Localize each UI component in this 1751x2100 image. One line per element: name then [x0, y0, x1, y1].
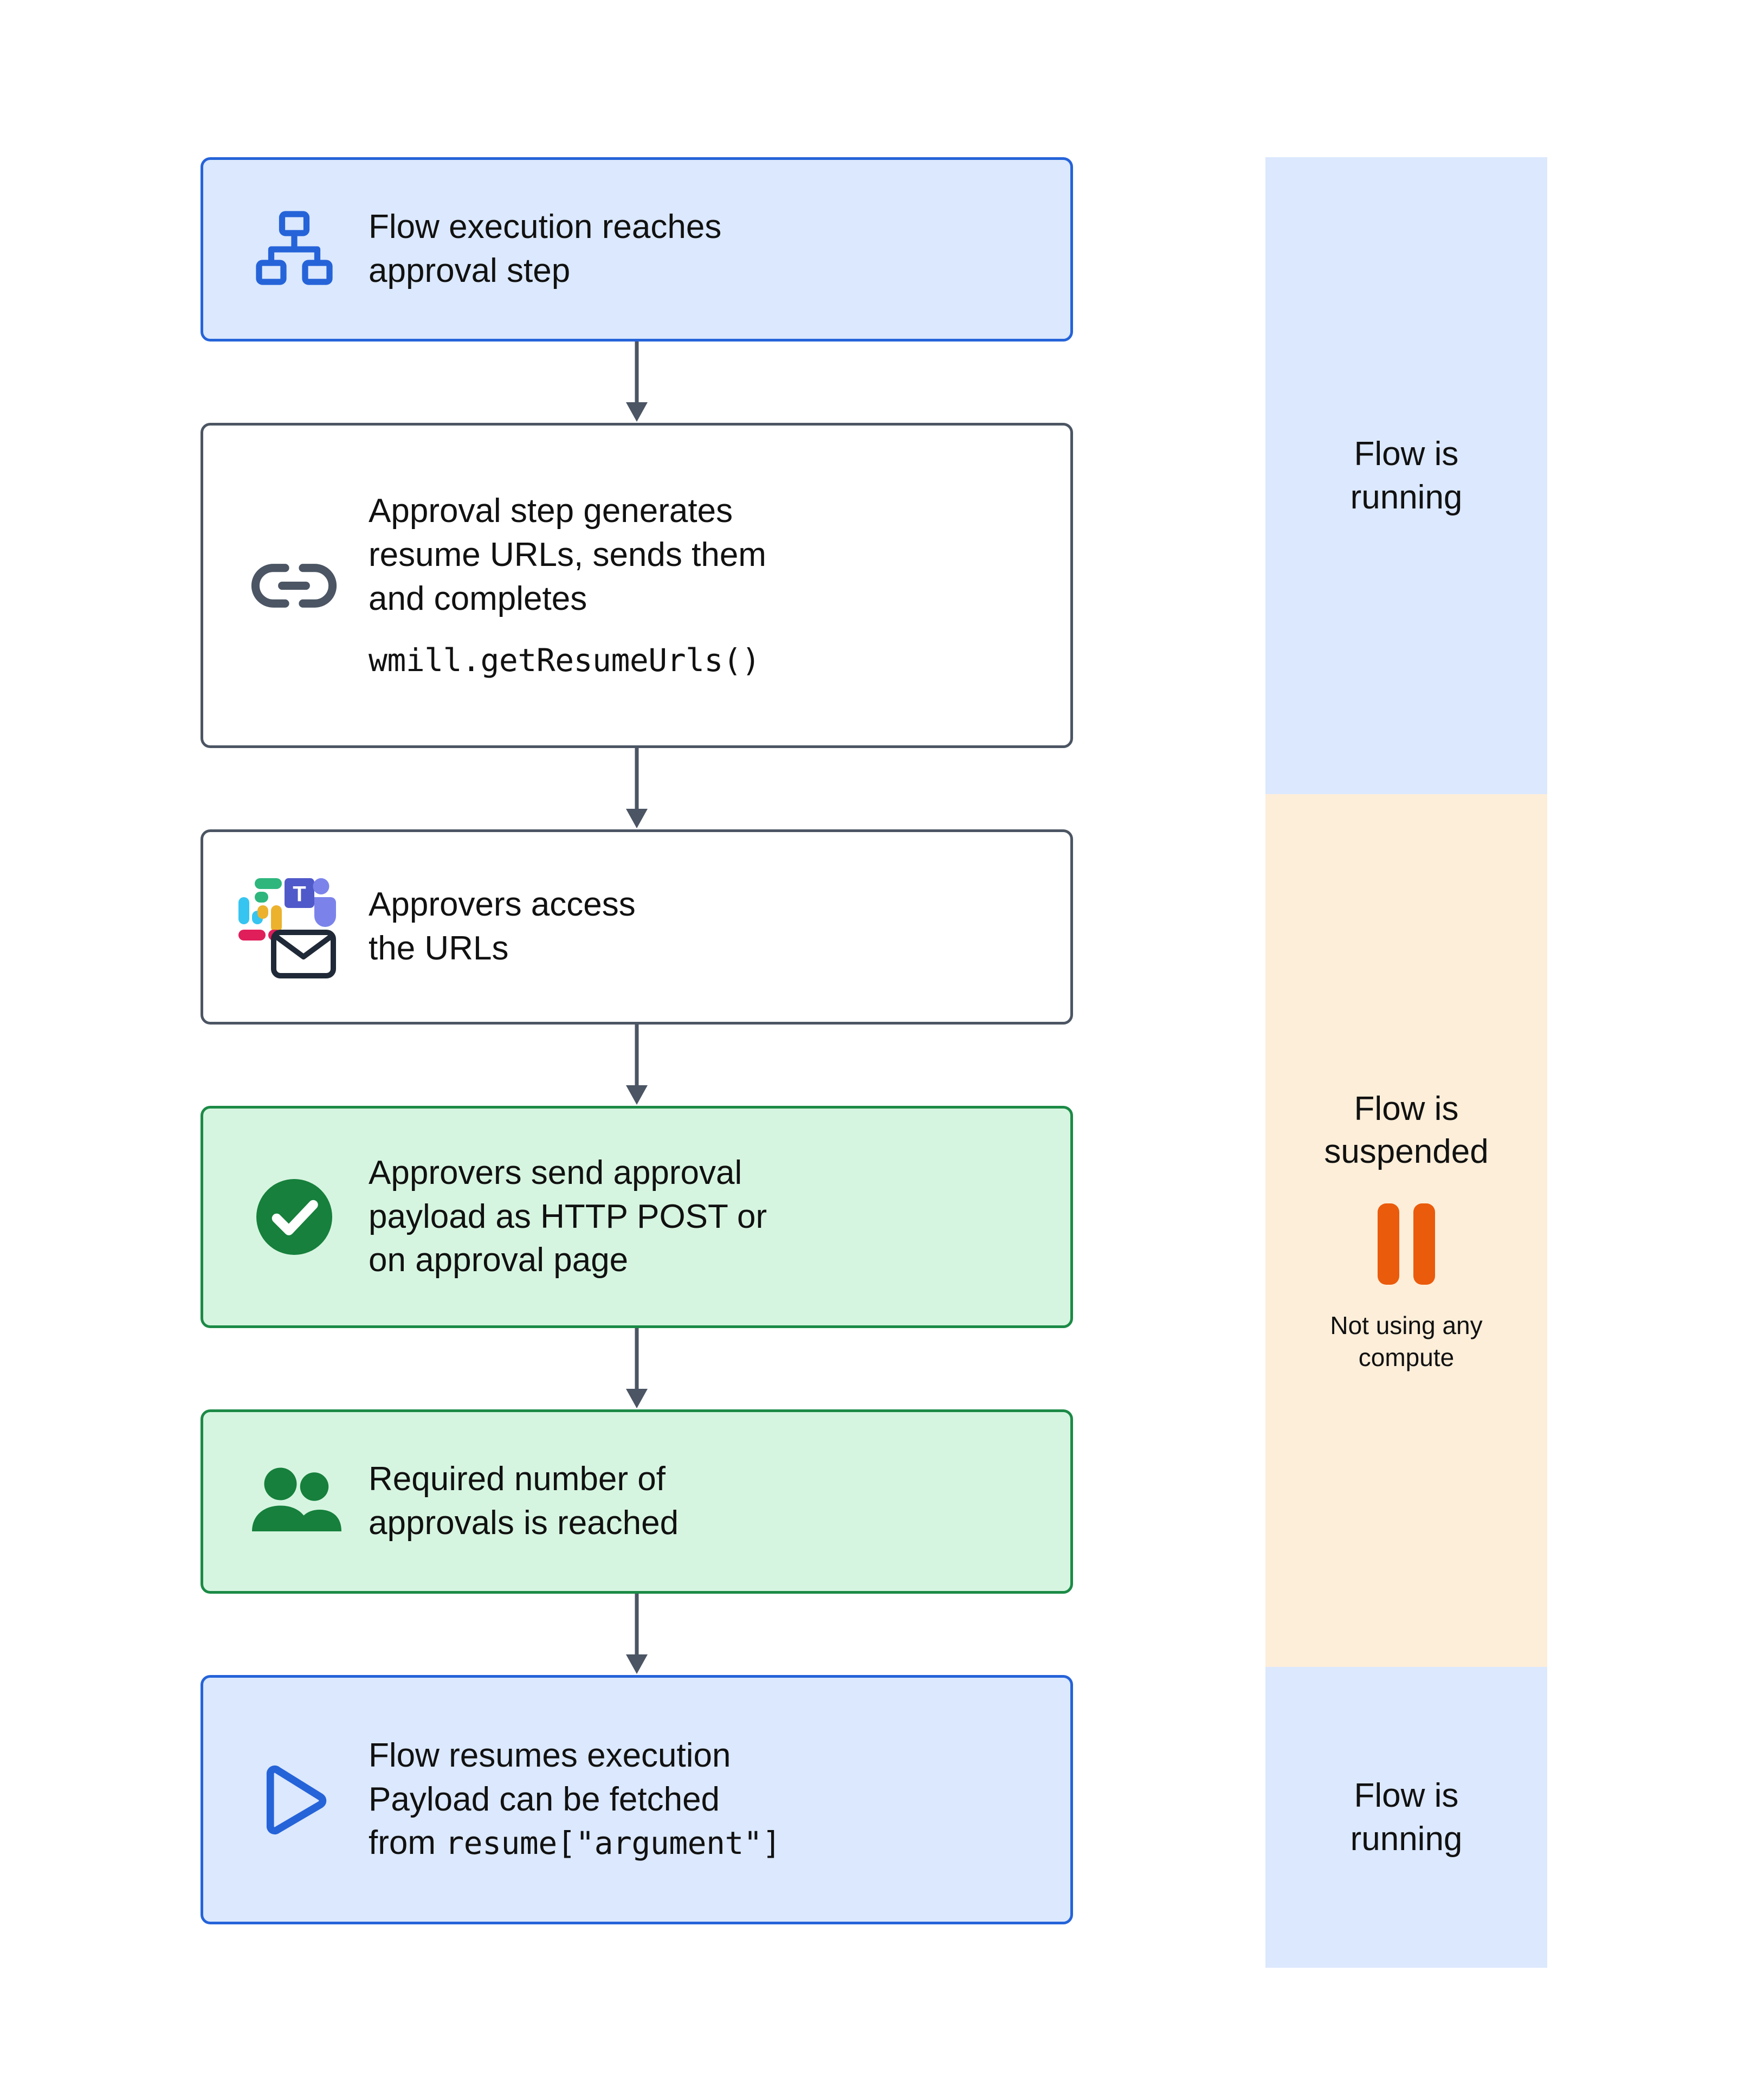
flow-node-text — [363, 205, 1049, 293]
connector-arrow — [201, 1025, 1073, 1106]
status-band-suspended — [1265, 794, 1547, 1667]
flow-node-generate-resume-urls — [201, 423, 1073, 748]
connector-arrow — [201, 342, 1073, 423]
flow-node-text — [363, 1458, 1049, 1545]
flow-node-required-approvals-reached — [201, 1409, 1073, 1594]
text-line: on approval page — [369, 1241, 629, 1279]
text-line: resume URLs, sends them — [369, 536, 766, 574]
status-column — [1265, 157, 1547, 1968]
flow-node-text — [363, 1734, 1049, 1865]
text-line: Required number of — [369, 1460, 665, 1498]
text-line: Flow execution reaches — [369, 208, 722, 246]
text-line: Approvers access — [369, 886, 636, 924]
pause-bar-left — [1378, 1203, 1399, 1285]
slack-teams-email-icon — [225, 875, 363, 978]
text-line: Flow is — [1354, 1090, 1459, 1128]
users-icon — [225, 1461, 363, 1542]
connector-arrow — [201, 748, 1073, 829]
text-line: Not using any — [1330, 1311, 1483, 1340]
text-line: and completes — [369, 579, 587, 617]
flow-node-text — [363, 489, 1049, 681]
status-band-label — [1351, 1774, 1463, 1860]
text-line: compute — [1358, 1343, 1455, 1372]
text-line: payload as HTTP POST or — [369, 1197, 767, 1235]
flow-node-approvers-access-urls — [201, 829, 1073, 1025]
text-line: Approval step generates — [369, 492, 733, 530]
text-line: Flow is — [1354, 1777, 1459, 1815]
status-band-sublabel — [1330, 1310, 1482, 1374]
flow-column — [201, 157, 1073, 1924]
text-line: Payload can be fetched — [369, 1780, 720, 1818]
text-line: Approvers send approval — [369, 1154, 742, 1192]
text-line-with-code — [369, 1821, 1049, 1865]
pause-bar-right — [1413, 1203, 1435, 1285]
status-band-running-top — [1265, 157, 1547, 794]
code-snippet: wmill.getResumeUrls() — [369, 642, 760, 679]
link-icon — [225, 538, 363, 633]
svg-text:T: T — [293, 882, 306, 906]
text-line: running — [1350, 478, 1463, 516]
text-fragment: from — [369, 1824, 445, 1862]
check-circle-icon — [225, 1174, 363, 1260]
status-band-label — [1324, 1087, 1488, 1174]
text-line: the URLs — [369, 930, 509, 967]
flow-node-text — [363, 883, 1049, 970]
code-snippet: resume["argument"] — [445, 1825, 781, 1862]
text-line: running — [1350, 1820, 1463, 1858]
text-line: approvals is reached — [369, 1504, 679, 1542]
text-line: Flow resumes execution — [369, 1737, 731, 1775]
text-line: suspended — [1324, 1133, 1489, 1171]
flow-hierarchy-icon — [225, 206, 363, 293]
flow-node-flow-resumes — [201, 1675, 1073, 1924]
text-line: approval step — [369, 252, 571, 289]
status-band-running-bottom — [1265, 1667, 1547, 1968]
text-line: Flow is — [1354, 435, 1459, 473]
play-icon — [225, 1753, 363, 1847]
status-band-label — [1351, 433, 1463, 519]
connector-arrow — [201, 1328, 1073, 1409]
flow-node-reach-approval-step — [201, 157, 1073, 342]
connector-arrow — [201, 1594, 1073, 1675]
flow-node-text — [363, 1151, 1049, 1283]
flow-node-approvers-send-payload — [201, 1106, 1073, 1328]
pause-icon — [1378, 1203, 1435, 1285]
